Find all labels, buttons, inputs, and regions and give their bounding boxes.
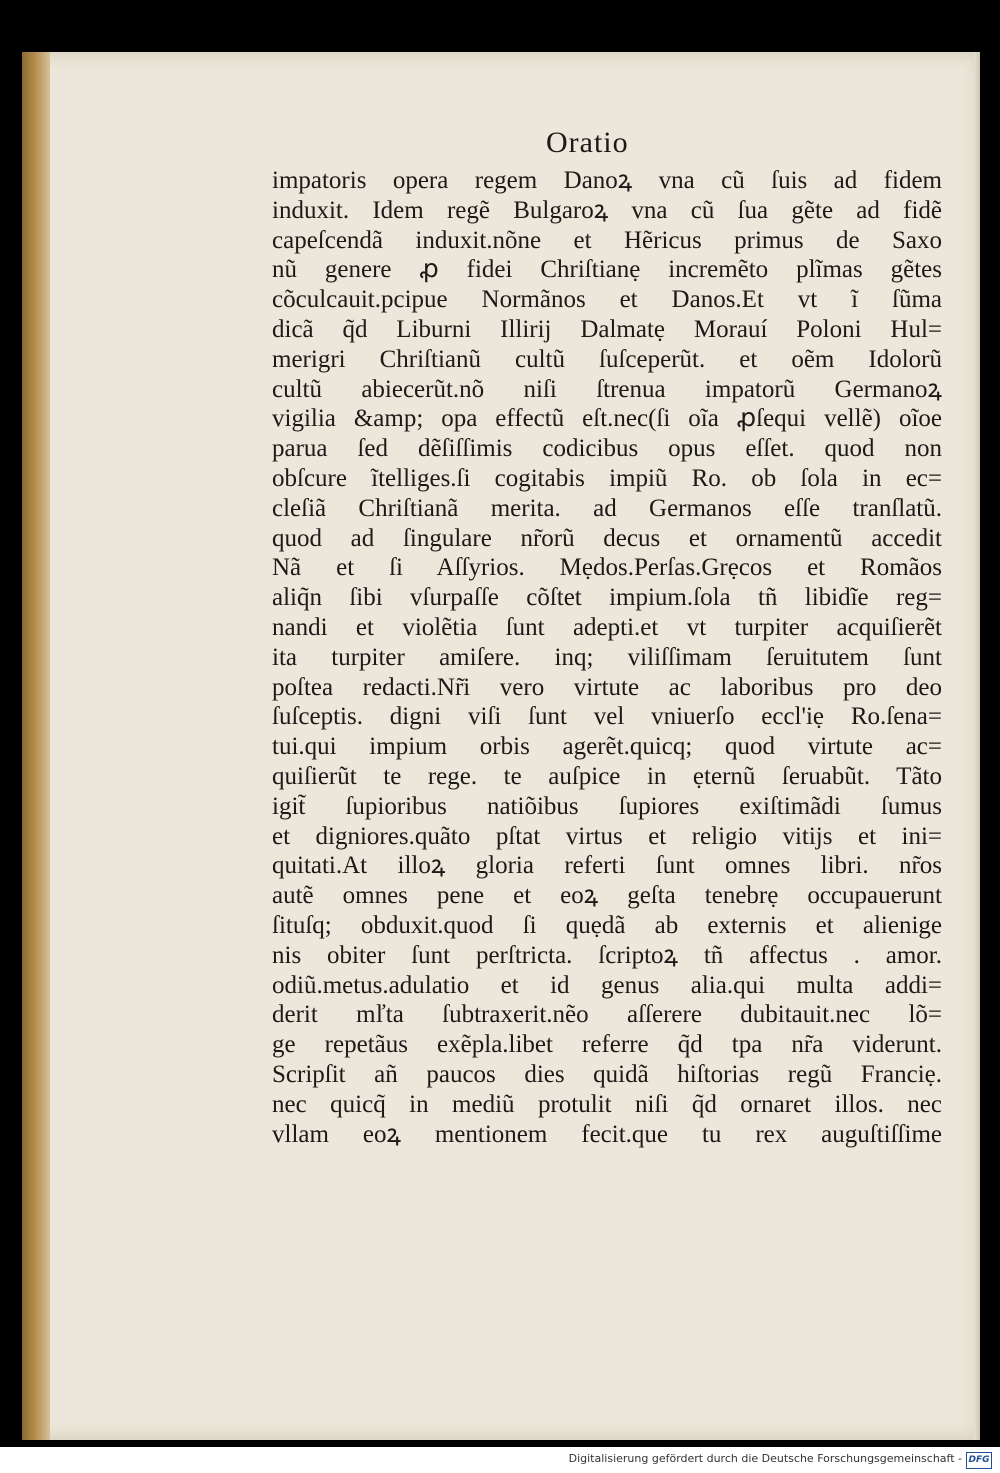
text-line: nec quicq̃ in mediũ protulit niſi q̃d ornaret illos. nec xyxy=(272,1090,942,1118)
text-line: quitati.At illoꝝ gloria referti ſunt omnes libri. nr̃os xyxy=(272,852,942,880)
text-line: Scripſit añ paucos dies quidã hiſtorias regũ Franciẹ. xyxy=(272,1060,942,1088)
text-line: obſcure ĩtelliges.ſi cogitabis impiũ Ro. ob ſola in ec= xyxy=(272,464,942,492)
text-line: et digniores.quãto pſtat virtus et religio vitijs et ini= xyxy=(272,822,942,850)
text-line: ge repetãus exẽpla.libet referre q̃d tpa nr̃a viderunt. xyxy=(272,1031,942,1059)
text-line: odiũ.metus.adulatio et id genus alia.qui multa addi= xyxy=(272,971,942,999)
text-line: igit̃ ſupioribus natiõibus ſupiores exiſtimãdi ſumus xyxy=(272,792,942,820)
book-spine-edge xyxy=(22,52,50,1440)
text-line: ſituſq; obduxit.quod ſi quẹdã ab externis et alienige xyxy=(272,911,942,939)
footer-credit: Digitalisierung gefördert durch die Deutsche Forschungsgemeinschaft - xyxy=(568,1452,962,1465)
text-line: merigri Chriſtianũ cultũ ſuſceperũt. et oẽm Idolorũ xyxy=(272,345,942,373)
page-heading: Oratio xyxy=(546,126,629,159)
text-line: derit mľta ſubtraxerit.nẽo aſſerere dubitauit.nec lõ= xyxy=(272,1001,942,1029)
text-line: quod ad ſingulare nr̃orũ decus et ornamentũ accedit xyxy=(272,524,942,552)
dfg-logo-icon: DFG xyxy=(966,1452,992,1469)
text-line: quiſierũt te rege. te auſpice in ẹternũ ſeruabũt. Tãto xyxy=(272,762,942,790)
text-line: Nã et ſi Aſſyrios. Mẹdos.Perſas.Grẹcos et Romãos xyxy=(272,554,942,582)
footer-bar xyxy=(0,1447,1000,1473)
text-line: autẽ omnes pene et eoꝝ geſta tenebrẹ occupauerunt xyxy=(272,882,942,910)
text-line: ita turpiter amiſere. inq; viliſſimam ſeruitutem ſunt xyxy=(272,643,942,671)
text-line: induxit. Idem regẽ Bulgaroꝝ vna cũ ſua gẽte ad fidẽ xyxy=(272,196,942,224)
text-line: dicã q̃d Liburni Illirij Dalmatẹ Morauí Poloni Hul= xyxy=(272,315,942,343)
body-text xyxy=(272,166,942,1149)
text-line: impatoris opera regem Danoꝝ vna cũ ſuis ad fidem xyxy=(272,167,942,194)
text-line: poſtea redacti.Nr̃i vero virtute ac laboribus pro deo xyxy=(272,673,942,701)
text-line: parua ſed dẽſiſſimis codicibus opus eſſet. quod non xyxy=(272,435,942,463)
text-line: nis obiter ſunt perſtricta. ſcriptoꝝ tñ affectus . amor. xyxy=(272,941,942,969)
text-line: nũ genere ꝓ fidei Chriſtianẹ incremẽto plĩmas gẽtes xyxy=(272,256,942,284)
text-line: cleſiã Chriſtianã merita. ad Germanos eſſe tranſlatũ. xyxy=(272,494,942,522)
text-line: vllam eoꝝ mentionem fecit.que tu rex auguſtiſſime xyxy=(272,1120,942,1148)
text-line: cõculcauit.pcipue Normãnos et Danos.Et vt ĩ ſũma xyxy=(272,286,942,314)
text-line: nandi et violẽtia ſunt adepti.et vt turpiter acquiſierẽt xyxy=(272,613,942,641)
text-line: capeſcendã induxit.nõne et Hẽricus primus de Saxo xyxy=(272,226,942,254)
text-line: aliq̃n ſibi vſurpaſſe cõſtet impium.ſola tñ libidĩe reg= xyxy=(272,584,942,612)
page-fore-edge xyxy=(974,52,980,1440)
text-line: tui.qui impium orbis agerẽt.quicq; quod virtute ac= xyxy=(272,733,942,761)
text-line: vigilia &amp; opa effectũ eſt.nec(ſi oĩa ꝓſequi vellẽ) oĩoe xyxy=(272,405,942,433)
text-line: cultũ abiecerũt.nõ niſi ſtrenua impatorũ Germanoꝝ xyxy=(272,375,942,403)
text-line: ſuſceptis. digni viſi ſunt vel vniuerſo eccl'iẹ Ro.ſena= xyxy=(272,703,942,731)
